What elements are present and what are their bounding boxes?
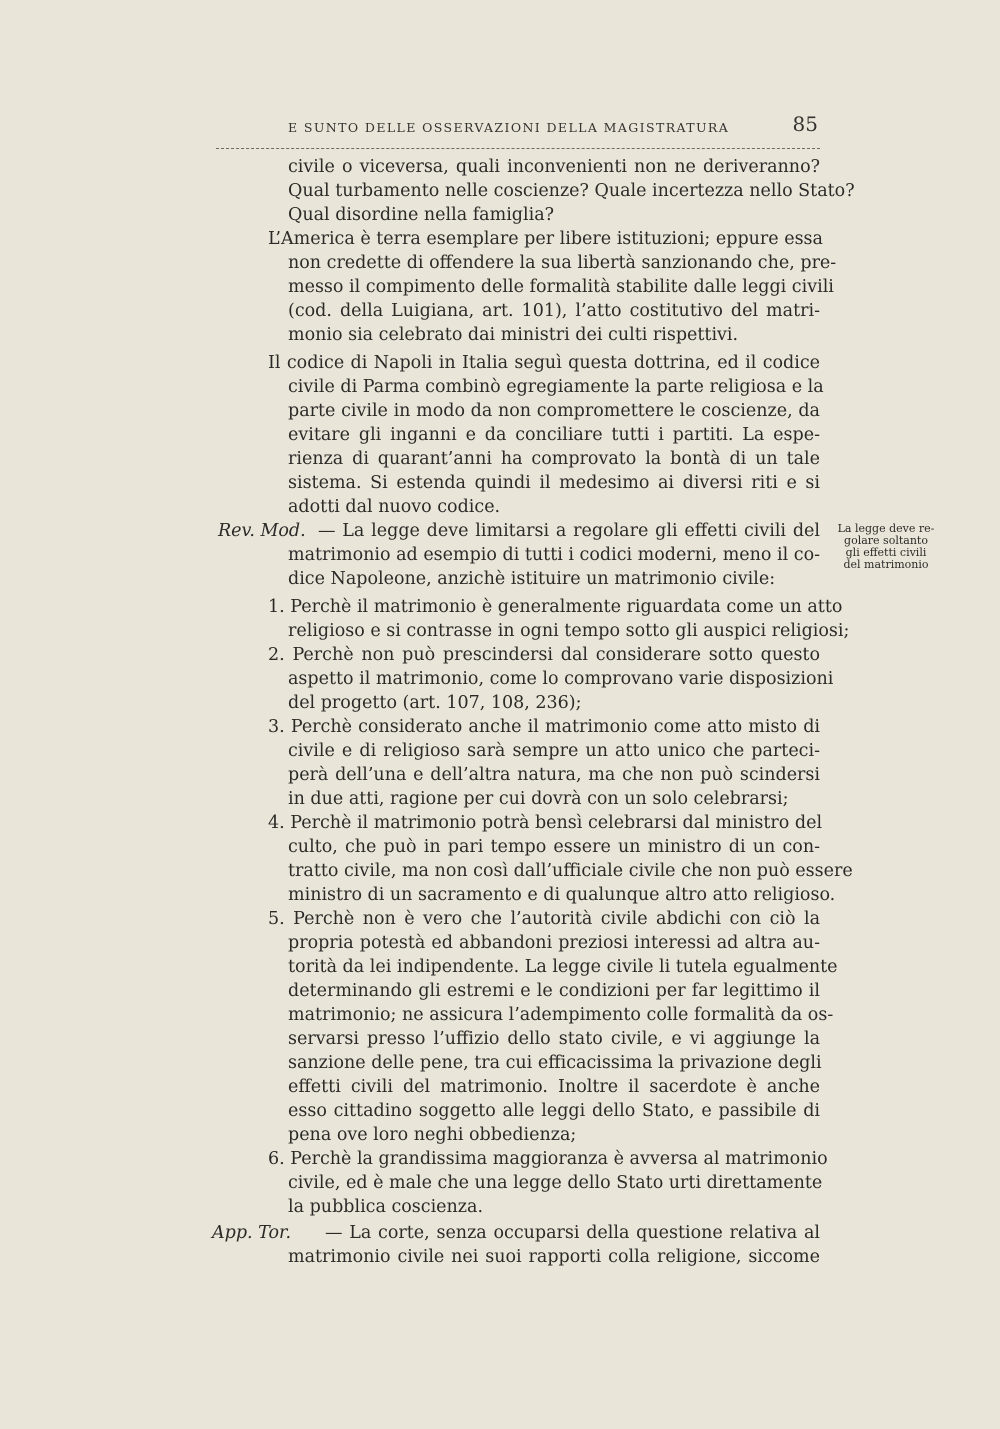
text-line: dice Napoleone, anzichè istituire un matrimonio civile: [288,569,776,589]
text-line: — La corte, senza occuparsi della questione relativa al [325,1223,820,1243]
page-header [216,108,820,149]
text-line: religioso e si contrasse in ogni tempo sotto gli auspici religiosi; [288,621,850,641]
text-line: Qual disordine nella famiglia? [288,205,555,225]
text-line: 2. Perchè non può prescindersi dal considerare sotto questo [268,645,820,665]
text-line: esso cittadino soggetto alle leggi dello Stato, e passibile di [288,1101,820,1121]
running-title: E SUNTO DELLE OSSERVAZIONI DELLA MAGISTRATURA [288,120,730,135]
text-line: propria potestà ed abbandoni preziosi interessi ad altra au- [288,933,820,953]
text-line: civile, ed è male che una legge dello Stato urti direttamente [288,1173,823,1193]
text-line: 4. Perchè il matrimonio potrà bensì celebrarsi dal ministro del [268,813,823,833]
text-line: culto, che può in pari tempo essere un ministro di un con- [288,837,820,857]
text-line: L’America è terra esemplare per libere istituzioni; eppure essa [268,229,823,249]
text-line: adotti dal nuovo codice. [288,497,501,517]
text-line: del progetto (art. 107, 108, 236); [288,693,582,713]
text-line: matrimonio; ne assicura l’adempimento colle formalità da os- [288,1005,834,1025]
text-line: sistema. Si estenda quindi il medesimo ai diversi riti e si [288,473,820,493]
text-line: Qual turbamento nelle coscienze? Quale incertezza nello Stato? [288,181,855,201]
text-line: in due atti, ragione per cui dovrà con un solo celebrarsi; [288,789,789,809]
text-line: messo il compimento delle formalità stabilite dalle leggi civili [288,277,834,297]
text-line: sanzione delle pene, tra cui efficacissima la privazione degli [288,1053,822,1073]
text-line: pena ove loro neghi obbedienza; [288,1125,577,1145]
text-line: aspetto il matrimonio, come lo comprovano varie disposizioni [288,669,834,689]
text-line: tratto civile, ma non così dall’ufficiale civile che non può essere [288,861,853,881]
margin-note-line: golare soltanto [844,534,928,547]
text-line: Il codice di Napoli in Italia seguì questa dottrina, ed il codice [268,353,820,373]
text-line: la pubblica coscienza. [288,1197,484,1217]
text-line: ministro di un sacramento e di qualunque altro atto religioso. [288,885,836,905]
text-line: torità da lei indipendente. La legge civile li tutela egualmente [288,957,838,977]
text-line: matrimonio ad esempio di tutti i codici moderni, meno il co- [288,545,821,565]
text-line: evitare gli inganni e da conciliare tutti i partiti. La espe- [288,425,820,445]
text-line: — La legge deve limitarsi a regolare gli effetti civili del [318,521,820,541]
text-line: perà dell’una e dell’altra natura, ma che non può scindersi [288,765,820,785]
text-line: civile e di religioso sarà sempre un atto unico che parteci- [288,741,820,761]
margin-note-line: del matrimonio [843,558,929,571]
text-line: 1. Perchè il matrimonio è generalmente riguardata come un atto [268,597,843,617]
text-line: 3. Perchè considerato anche il matrimonio come atto misto di [268,717,820,737]
text-line: civile di Parma combinò egregiamente la parte religiosa e la [288,377,824,397]
source-label-app-tor: App. Tor. [212,1223,292,1243]
page-number: 85 [792,112,818,136]
text-line: (cod. della Luigiana, art. 101), l’atto costitutivo del matri- [288,301,820,321]
text-line: monio sia celebrato dai ministri dei culti rispettivi. [288,325,739,345]
text-line: 5. Perchè non è vero che l’autorità civile abdichi con ciò la [268,909,820,929]
source-label-rev-mod: Rev. Mod. [218,521,306,541]
text-line: determinando gli estremi e le condizioni per far legittimo il [288,981,820,1001]
text-line: parte civile in modo da non compromettere le coscienze, da [288,401,820,421]
margin-note-line: La legge deve re- [837,522,935,535]
text-line: matrimonio civile nei suoi rapporti colla religione, siccome [288,1247,820,1267]
text-line: servarsi presso l’uffizio dello stato civile, e vi aggiunge la [288,1029,820,1049]
text-line: 6. Perchè la grandissima maggioranza è avversa al matrimonio [268,1149,828,1169]
text-line: non credette di offendere la sua libertà sanzionando che, pre- [288,253,837,273]
margin-note-line: gli effetti civili [845,546,927,559]
text-line: effetti civili del matrimonio. Inoltre il sacerdote è anche [288,1077,820,1097]
text-line: rienza di quarant’anni ha comprovato la bontà di un tale [288,449,820,469]
text-line: civile o viceversa, quali inconvenienti non ne deriveranno? [288,157,820,177]
